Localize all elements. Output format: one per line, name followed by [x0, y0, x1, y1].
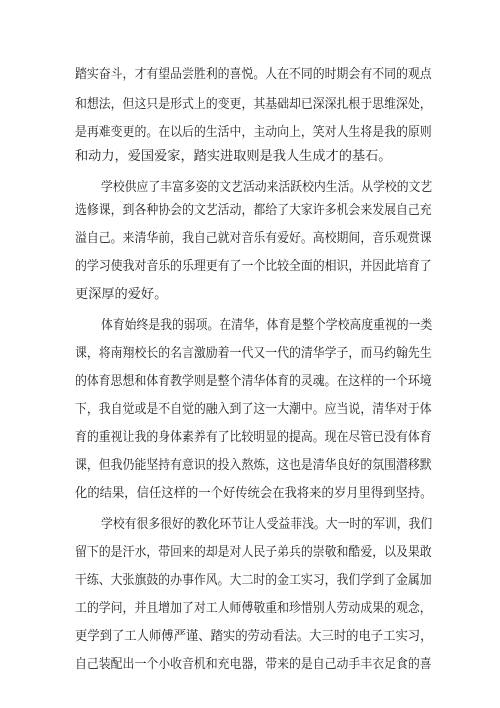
text-line: 的体育思想和体育教学则是整个清华体育的灵魂。在这样的一个环境: [75, 374, 432, 389]
text-line: 和想法，但这只是形式上的变更，其基础却已深深扎根于思维深处，: [75, 97, 432, 112]
text-line: 下，我自觉或是不自觉的融入到了这一大潮中。应当说，清华对于体: [75, 402, 432, 417]
text-line: 踏实奋斗，才有望品尝胜利的喜悦。人在不同的时期会有不同的观点: [75, 67, 432, 82]
text-line: 更学到了工人师傅严谨、踏实的劳动看法。大三时的电子工实习，: [75, 629, 433, 644]
text-line: 干练、大张旗鼓的办事作风。大二时的金工实习，我们学到了金属加: [75, 573, 432, 588]
paragraph-first-line: 学校有很多很好的教化环节让人受益菲浅。大一时的军训，我们: [101, 517, 433, 532]
text-line: 工的学问，并且增加了对工人师傅敬重和珍惜别人劳动成果的观念，: [75, 601, 432, 616]
text-line: 是再难变更的。在以后的生活中，主动向上，笑对人生将是我的原则: [75, 125, 432, 140]
text-line: 更深厚的爱好。: [75, 287, 168, 302]
text-line: 育的重视让我的身体素养有了比较明显的提高。现在尽管已没有体育: [75, 430, 432, 445]
text-line: 溢自己。来清华前，我自己就对音乐有爱好。高校期间，音乐观赏课: [75, 231, 432, 246]
text-line: 化的结果，信任这样的一个好传统会在我将来的岁月里得到坚持。: [75, 486, 433, 501]
text-line: 和动力，爱国爱家，踏实进取则是我人生成才的基石。: [75, 149, 392, 164]
text-line: 课，将南翔校长的名言激励着一代又一代的清华学子，而马约翰先生: [75, 346, 432, 361]
text-line: 自己装配出一个小收音机和充电器，带来的是自己动手丰衣足食的喜: [75, 657, 432, 672]
text-line: 留下的是汗水，带回来的却是对人民子弟兵的崇敬和酷爱，以及果敢: [75, 545, 432, 560]
paragraph-first-line: 学校供应了丰富多姿的文艺活动来活跃校内生活。从学校的文艺: [101, 180, 433, 195]
text-line: 课，但我仍能坚持有意识的投入熬炼，这也是清华良好的氛围潜移默: [75, 458, 432, 473]
text-line: 选修课，到各种协会的文艺活动，都给了大家许多机会来发展自己充: [75, 203, 432, 218]
paragraph-first-line: 体育始终是我的弱项。在清华，体育是整个学校高度重视的一类: [101, 318, 433, 333]
text-line: 的学习使我对音乐的乐理更有了一个比较全面的相识，并因此培育了: [75, 259, 432, 274]
